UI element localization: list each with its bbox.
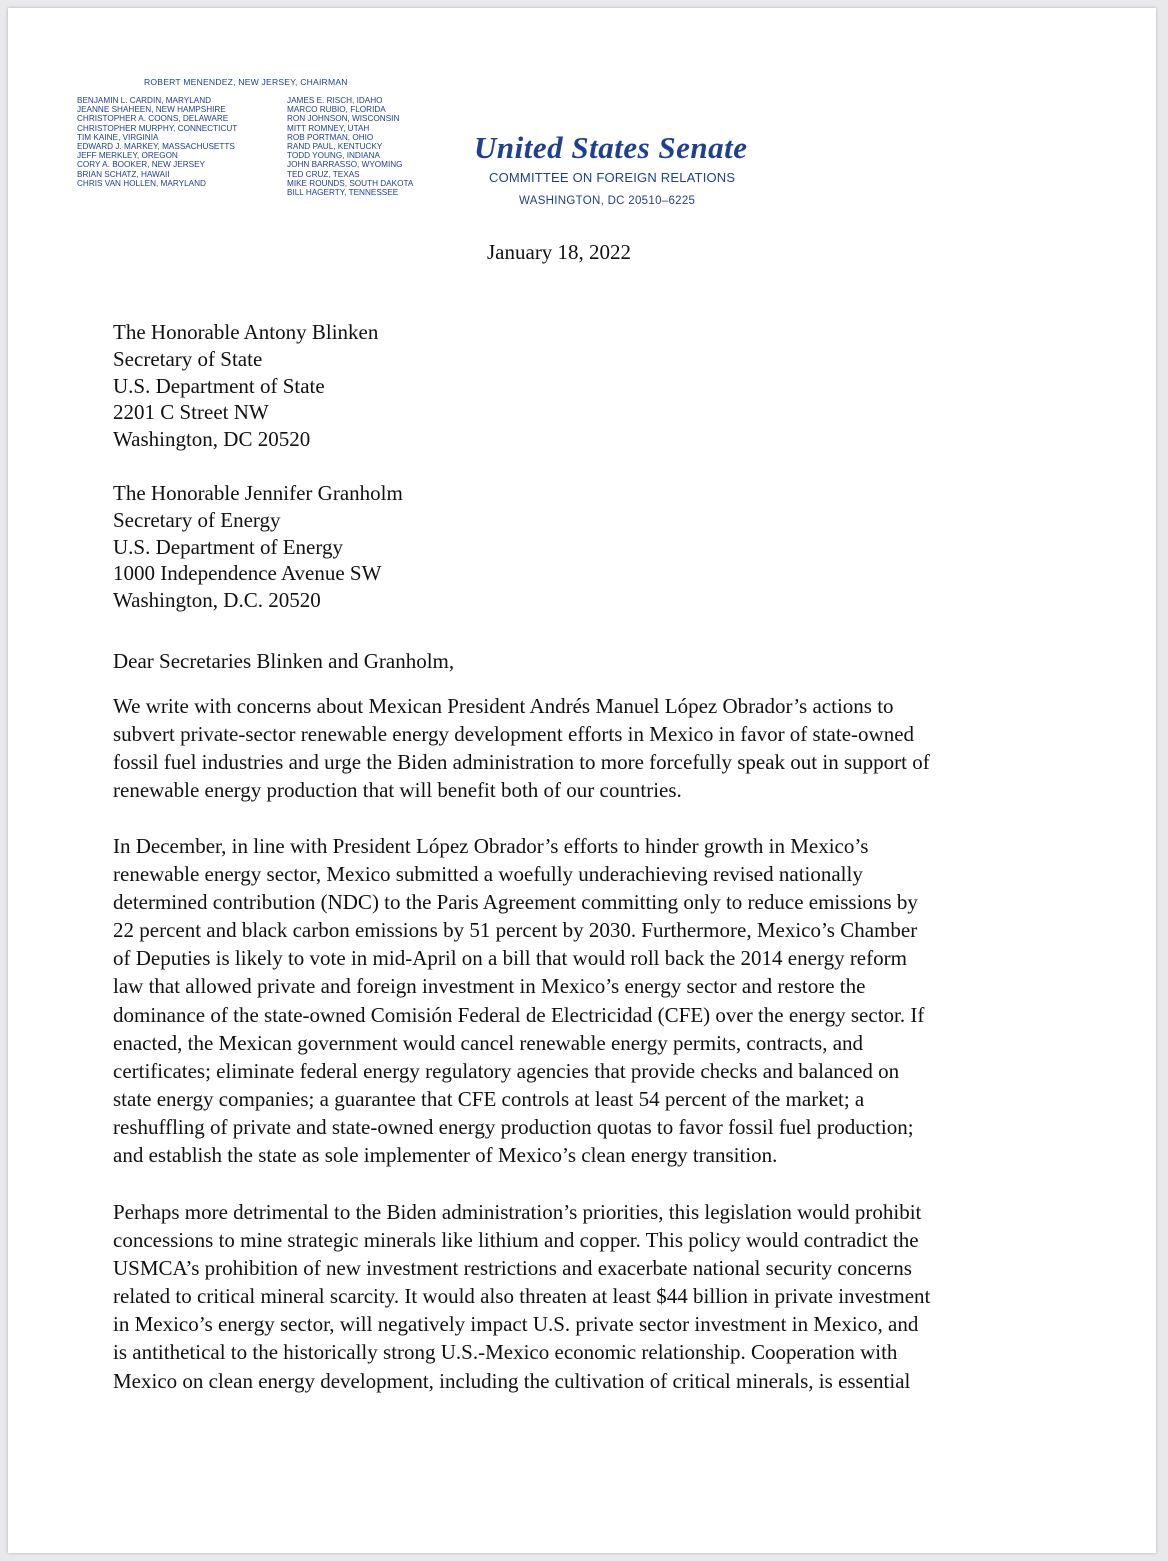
recipient-block-blinken: [113, 319, 378, 453]
senate-title: United States Senate: [474, 130, 748, 165]
member-name: BRIAN SCHATZ, HAWAII: [77, 169, 170, 179]
body-paragraph-2: [113, 832, 924, 1169]
recipient-line: 2201 C Street NW: [113, 400, 269, 425]
paragraph-line: determined contribution (NDC) to the Paris Agreement committing only to reduce emissions by: [113, 890, 918, 915]
members-list-left: [77, 96, 237, 188]
member-name: MARCO RUBIO, FLORIDA: [287, 105, 386, 115]
paragraph-line: We write with concerns about Mexican President Andrés Manuel López Obrador’s actions to: [113, 694, 894, 718]
recipient-line: Secretary of State: [113, 346, 263, 371]
member-name: JEANNE SHAHEEN, NEW HAMPSHIRE: [77, 105, 226, 115]
paragraph-line: enacted, the Mexican government would cancel renewable energy permits, contracts, and: [113, 1030, 864, 1055]
paragraph-line: renewable energy production that will benefit both of our countries.: [113, 778, 682, 803]
member-name: RAND PAUL, KENTUCKY: [287, 141, 383, 151]
member-name: MIKE ROUNDS, SOUTH DAKOTA: [287, 178, 414, 188]
member-name: BENJAMIN L. CARDIN, MARYLAND: [77, 96, 212, 105]
paragraph-line: renewable energy sector, Mexico submitted a woefully underachieving revised nationally: [113, 862, 863, 887]
paragraph-line: USMCA’s prohibition of new investment restrictions and exacerbate national security concerns: [113, 1256, 912, 1281]
committee-name: COMMITTEE ON FOREIGN RELATIONS: [489, 170, 736, 185]
member-name: CORY A. BOOKER, NEW JERSEY: [77, 160, 206, 170]
paragraph-line: concessions to mine strategic minerals like lithium and copper. This policy would contradict the: [113, 1228, 919, 1253]
member-name: TODD YOUNG, INDIANA: [287, 151, 380, 161]
paragraph-line: In December, in line with President López Obrador’s efforts to hinder growth in Mexico’s: [113, 834, 869, 858]
letter-date: January 18, 2022: [487, 240, 632, 264]
recipient-line: The Honorable Jennifer Granholm: [113, 481, 403, 505]
paragraph-line: in Mexico’s energy sector, will negatively impact U.S. private sector investment in Mexico, and: [113, 1312, 919, 1337]
member-name: JAMES E. RISCH, IDAHO: [287, 96, 383, 105]
members-list-right: [287, 96, 413, 197]
member-name: ROB PORTMAN, OHIO: [287, 132, 374, 142]
recipient-line: U.S. Department of State: [113, 373, 325, 398]
recipient-block-granholm: [113, 480, 403, 614]
paragraph-line: related to critical mineral scarcity. It would also threaten at least $44 billion in private investment: [113, 1284, 931, 1309]
committee-chairman: ROBERT MENENDEZ, NEW JERSEY, CHAIRMAN: [144, 77, 348, 87]
paragraph-line: dominance of the state-owned Comisión Federal de Electricidad (CFE) over the energy sector. If: [113, 1002, 925, 1027]
member-name: RON JOHNSON, WISCONSIN: [287, 114, 400, 124]
paragraph-line: is antithetical to the historically strong U.S.-Mexico economic relationship. Cooperation with: [113, 1340, 898, 1365]
paragraph-line: fossil fuel industries and urge the Biden administration to more forcefully speak out in support of: [113, 750, 930, 775]
recipient-line: Washington, DC 20520: [113, 427, 311, 452]
paragraph-line: of Deputies is likely to vote in mid-April on a bill that would roll back the 2014 energy reform: [113, 946, 907, 971]
paragraph-line: law that allowed private and foreign investment in Mexico’s energy sector and restore the: [113, 974, 866, 999]
letter-page: [8, 8, 1156, 1553]
body-paragraph-3: [113, 1198, 930, 1395]
member-name: TED CRUZ, TEXAS: [287, 169, 360, 179]
body-paragraph-1: [113, 692, 930, 804]
member-name: CHRISTOPHER MURPHY, CONNECTICUT: [77, 123, 238, 133]
paragraph-line: 22 percent and black carbon emissions by 51 percent by 2030. Furthermore, Mexico’s Chamber: [113, 918, 918, 943]
paragraph-line: Perhaps more detrimental to the Biden administration’s priorities, this legislation would prohibit: [113, 1200, 922, 1224]
member-name: TIM KAINE, VIRGINIA: [77, 132, 159, 142]
salutation: Dear Secretaries Blinken and Granholm,: [113, 649, 455, 673]
member-name: JOHN BARRASSO, WYOMING: [287, 160, 403, 170]
paragraph-line: Mexico on clean energy development, including the cultivation of critical minerals, is essential: [113, 1368, 911, 1393]
member-name: CHRISTOPHER A. COONS, DELAWARE: [77, 114, 229, 124]
recipient-line: The Honorable Antony Blinken: [113, 320, 379, 344]
paragraph-line: subvert private-sector renewable energy development efforts in Mexico in favor of state-owned: [113, 722, 915, 747]
recipient-line: Secretary of Energy: [113, 507, 281, 532]
paragraph-line: certificates; eliminate federal energy regulatory agencies that provide checks and balanced on: [113, 1058, 900, 1083]
member-name: JEFF MERKLEY, OREGON: [77, 151, 178, 161]
member-name: CHRIS VAN HOLLEN, MARYLAND: [77, 178, 206, 188]
paragraph-line: and establish the state as sole implementer of Mexico’s clean energy transition.: [113, 1143, 778, 1168]
recipient-line: Washington, D.C. 20520: [113, 588, 321, 613]
recipient-line: 1000 Independence Avenue SW: [113, 561, 382, 586]
recipient-line: U.S. Department of Energy: [113, 534, 343, 559]
committee-address: WASHINGTON, DC 20510–6225: [519, 195, 696, 207]
member-name: MITT ROMNEY, UTAH: [287, 123, 370, 133]
member-name: BILL HAGERTY, TENNESSEE: [287, 187, 399, 197]
member-name: EDWARD J. MARKEY, MASSACHUSETTS: [77, 141, 235, 151]
paragraph-line: reshuffling of private and state-owned energy production quotas to favor fossil fuel production;: [113, 1114, 914, 1139]
paragraph-line: state energy companies; a guarantee that CFE controls at least 54 percent of the market; a: [113, 1086, 865, 1111]
